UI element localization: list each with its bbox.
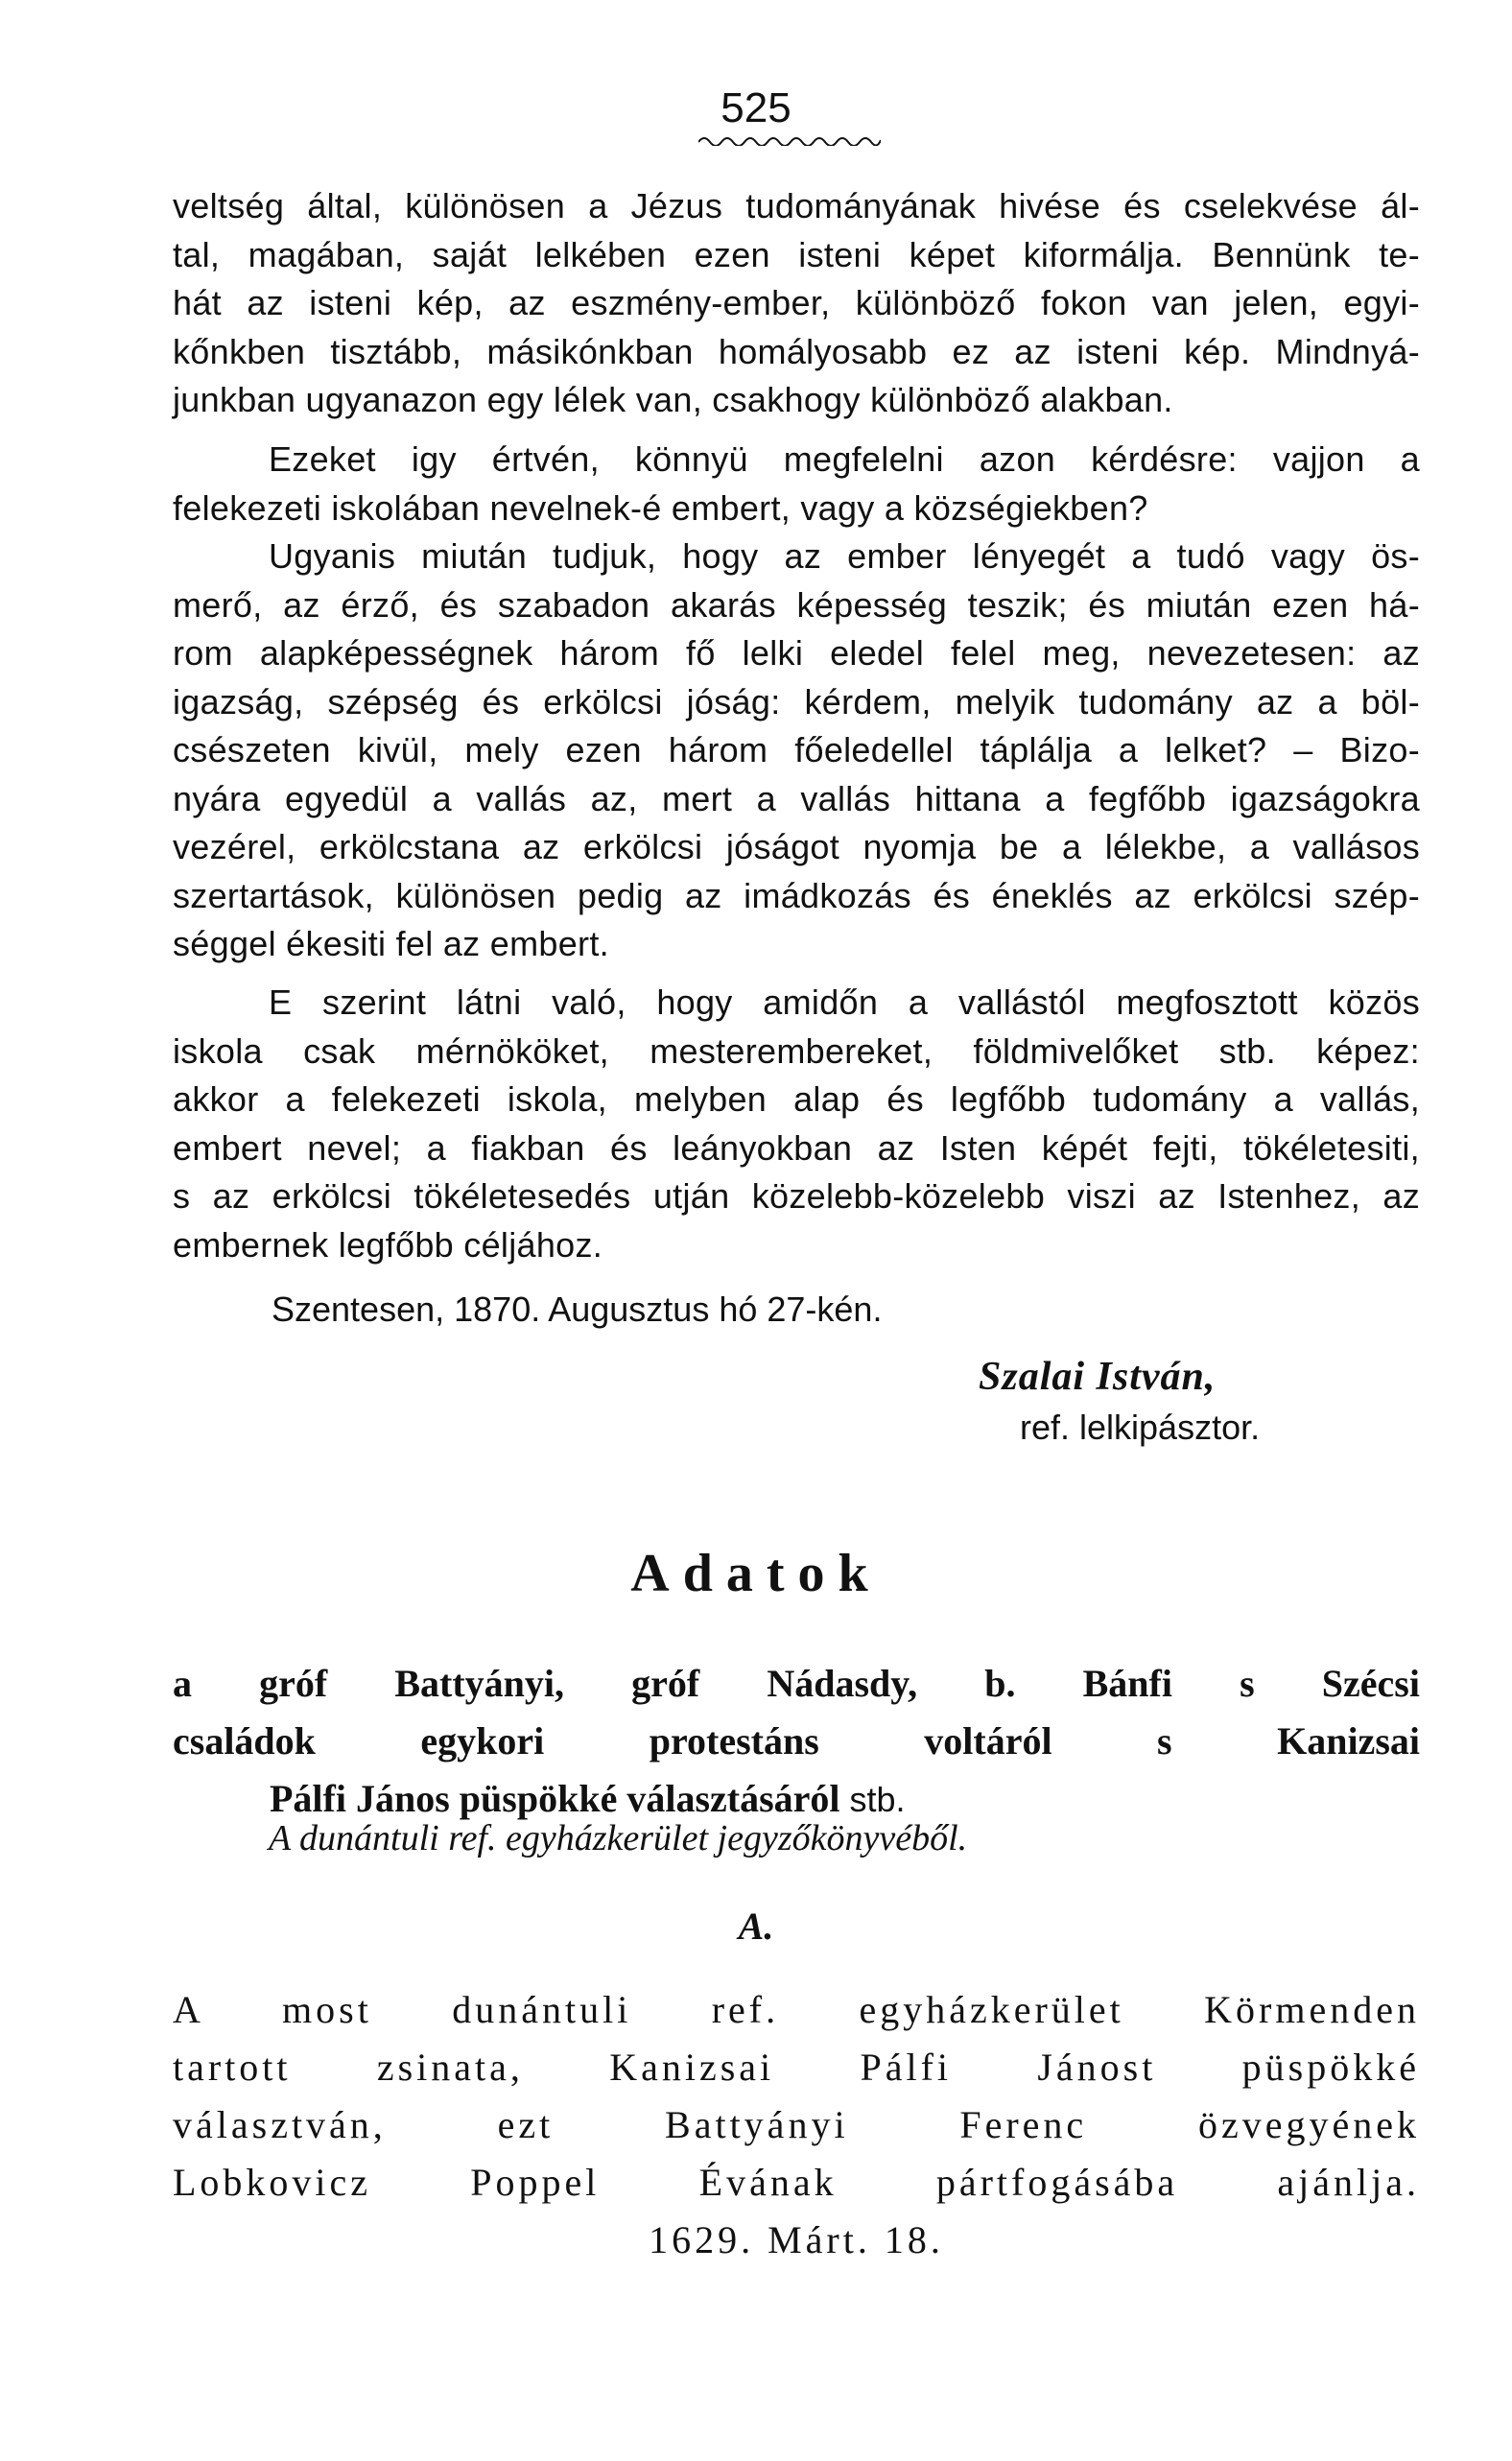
paragraph-1: [173, 182, 1420, 425]
text-line: A most dunántuli ref. egyházkerület Körmenden: [173, 1988, 1420, 2031]
paragraph-4: [173, 979, 1420, 1269]
text-line: kőnkben tisztább, másikónkban homályosabb ez az isteni kép. Mindnyá-: [173, 331, 1420, 371]
section-letter: A.: [738, 1905, 774, 1948]
subheading-stb: stb.: [849, 1780, 906, 1819]
text-line: 1629. Márt. 18.: [649, 2218, 944, 2261]
signature-role: ref. lelkipásztor.: [1020, 1408, 1261, 1447]
text-line: szertartások, különösen pedig az imádkozás és éneklés az erkölcsi szép-: [173, 875, 1420, 915]
text-line: merő, az érző, és szabadon akarás képesség teszik; és miután ezen há-: [173, 584, 1420, 625]
text-line: embert nevel; a fiakban és leányokban az Isten képét fejti, tökéletesiti,: [173, 1127, 1420, 1168]
text-line: séggel ékesiti fel az embert.: [173, 924, 609, 963]
text-line: embernek legfőbb céljához.: [173, 1224, 603, 1265]
page-number-ornament: [698, 132, 881, 146]
paragraph-2: [173, 436, 1420, 532]
subheading-line: családok egykori protestáns voltáról s Kanizsai: [173, 1719, 1420, 1763]
signature: Szalai István,: [979, 1355, 1217, 1399]
section-heading: Adatok: [630, 1544, 882, 1603]
text-line: rom alapképességnek három fő lelki eledel felel meg, nevezetesen: az: [173, 633, 1420, 673]
text-line: csészeten kivül, mely ezen három főeledellel táplálja a lelket? – Bizo-: [173, 730, 1420, 769]
text-line: tal, magában, saját lelkében ezen isteni képet kiformálja. Bennünk te-: [173, 234, 1420, 274]
text-line: igazság, szépség és erkölcsi jóság: kérdem, melyik tudomány az a böl-: [173, 681, 1420, 722]
text-line: iskola csak mérnököket, mesterembereket, földmivelőket stb. képez:: [173, 1030, 1420, 1071]
text-line: tartott zsinata, Kanizsai Pálfi Jánost püspökké: [173, 2046, 1420, 2089]
subheading-line: a gróf Battyányi, gróf Nádasdy, b. Bánfi s Szécsi: [173, 1662, 1420, 1705]
page-number: 525: [721, 84, 791, 131]
text-line: választván, ezt Battyányi Ferenc özvegyének: [173, 2103, 1420, 2146]
text-line: veltség által, különösen a Jézus tudományának hivése és cselekvése ál-: [173, 186, 1420, 225]
text-line: nyára egyedül a vallás az, mert a vallás hittana a fegfőbb igazságokra: [173, 778, 1420, 818]
text-line: Lobkovicz Poppel Évának pártfogásába ajánlja.: [173, 2161, 1420, 2204]
text-line: akkor a felekezeti iskola, melyben alap és legfőbb tudomány a vallás,: [173, 1079, 1420, 1119]
text-line: junkban ugyanazon egy lélek van, csakhogy különböző alakban.: [173, 380, 1173, 419]
text-line: Ezeket igy értvén, könnyü megfelelni azon kérdésre: vajjon a: [269, 439, 1420, 479]
text-line: s az erkölcsi tökéletesedés utján közelebb-közelebb viszi az Istenhez, az: [173, 1176, 1420, 1216]
dateline: Szentesen, 1870. Augusztus hó 27-kén.: [272, 1290, 883, 1329]
text-line: Ugyanis miután tudjuk, hogy az ember lényegét a tudó vagy ös-: [269, 536, 1420, 576]
subheading-text: Pálfi János püspökké választásáról: [270, 1777, 840, 1820]
text-line: E szerint látni való, hogy amidőn a vallástól megfosztott közös: [269, 982, 1420, 1022]
text-line: felekezeti iskolában nevelnek-é embert, vagy a községiekben?: [173, 487, 1148, 528]
text-line: vezérel, erkölcstana az erkölcsi jóságot nyomja be a lélekbe, a vallásos: [173, 827, 1420, 866]
paragraph-3: [173, 532, 1420, 969]
text-line: hát az isteni kép, az eszmény-ember, különböző fokon van jelen, egyi-: [173, 283, 1420, 322]
section-body: [173, 1981, 1420, 2269]
source-note: A dunántuli ref. egyházkerület jegyzőkönyvéből.: [269, 1818, 968, 1858]
